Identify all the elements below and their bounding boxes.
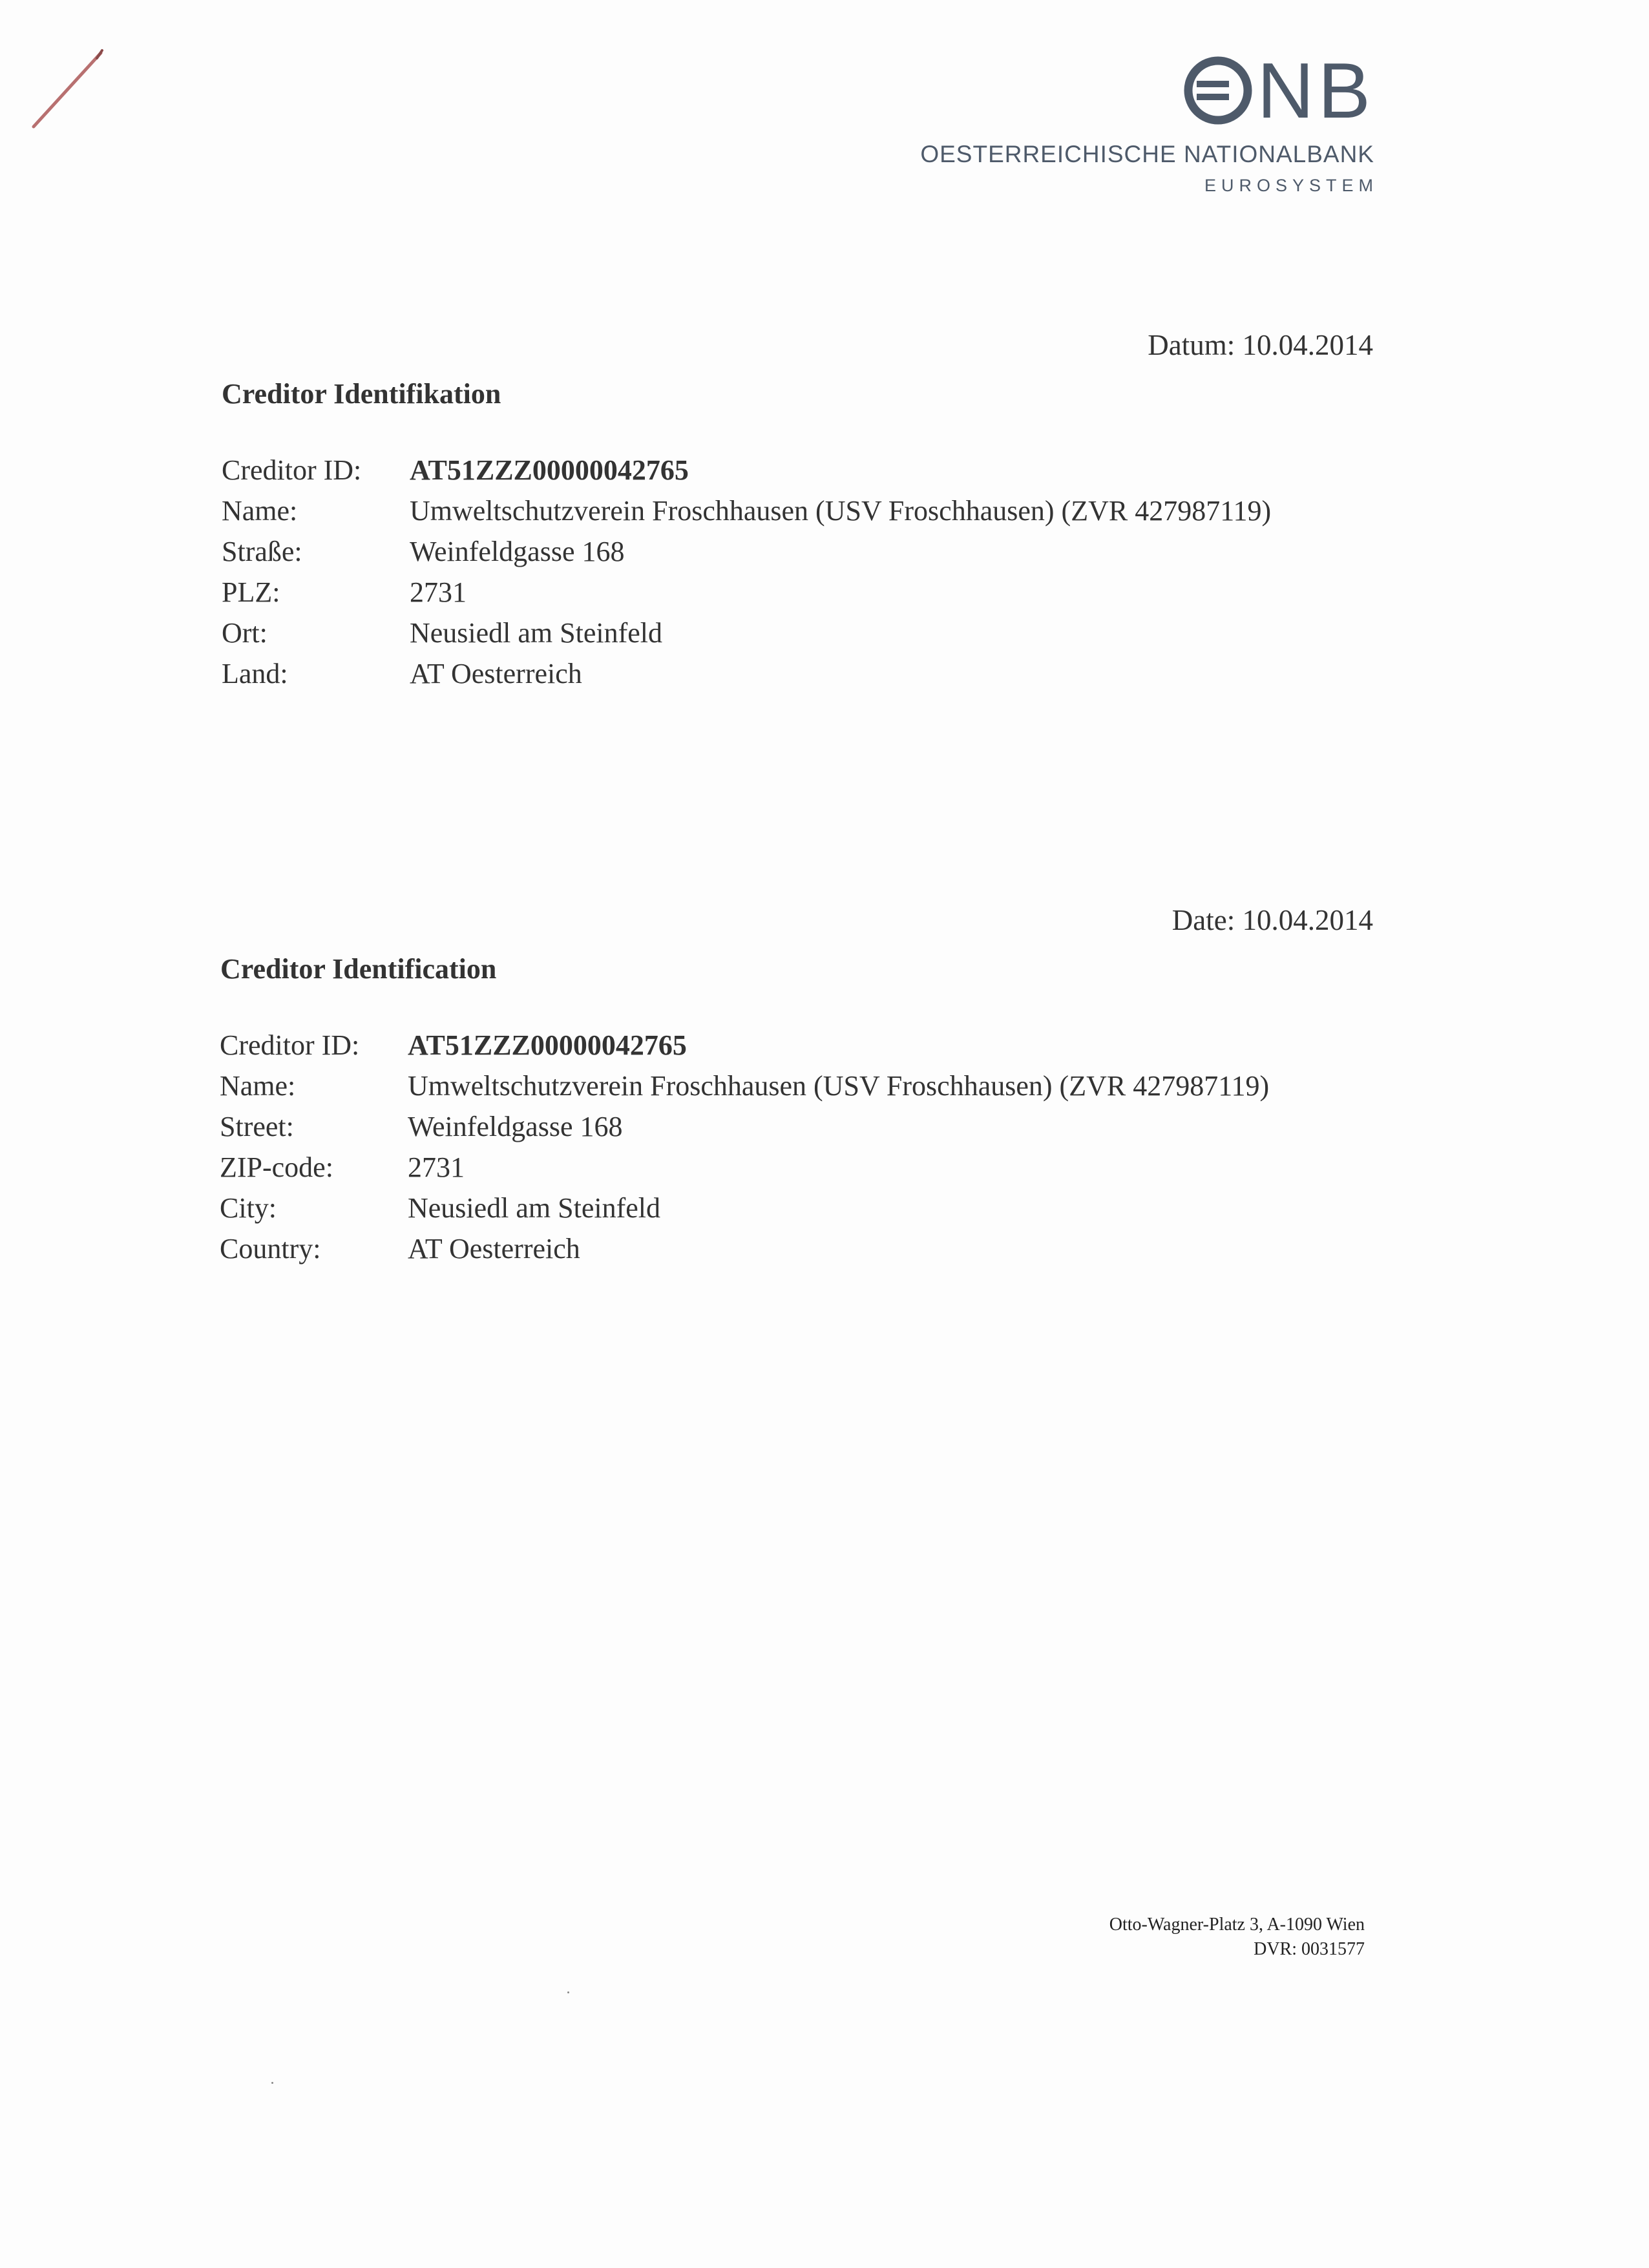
date-line-english: Date: 10.04.2014: [1171, 904, 1373, 936]
oenb-logo: [920, 47, 1378, 196]
field-label: Land:: [222, 658, 288, 689]
field-label: Name:: [222, 495, 298, 527]
euro-circle-icon: [1182, 55, 1254, 126]
field-row-name: [222, 490, 1271, 531]
date-line-german: Datum: 10.04.2014: [1148, 329, 1373, 361]
scan-speck: [567, 1991, 569, 1993]
city-value: Neusiedl am Steinfeld: [410, 617, 663, 649]
creditor-fields-german: [222, 450, 1271, 694]
country-value: AT Oesterreich: [408, 1233, 580, 1265]
logo-bank-name: OESTERREICHISCHE NATIONALBANK: [920, 141, 1374, 167]
field-row-creditor-id: [220, 1025, 1269, 1066]
field-row-zip: [222, 572, 1271, 613]
field-label: Ort:: [222, 617, 268, 649]
creditor-id-value: AT51ZZZ00000042765: [408, 1029, 687, 1061]
heading-german: Creditor Identifikation: [222, 378, 501, 410]
field-row-zip: [220, 1147, 1269, 1188]
field-row-city: [222, 613, 1271, 653]
logo-letters: NB: [1257, 47, 1374, 134]
field-label: Creditor ID:: [222, 454, 362, 486]
name-value: Umweltschutzverein Froschhausen (USV Froschhausen) (ZVR 427987119): [410, 495, 1272, 527]
scan-speck: [271, 2082, 273, 2084]
creditor-id-value: AT51ZZZ00000042765: [410, 454, 689, 486]
street-value: Weinfeldgasse 168: [408, 1111, 623, 1142]
footer-address: Otto-Wagner-Platz 3, A-1090 Wien: [1109, 1915, 1365, 1935]
logo-mark: [1182, 47, 1374, 134]
pen-stroke-mark: [25, 45, 109, 136]
field-label: Name:: [220, 1070, 296, 1102]
field-row-country: [220, 1228, 1269, 1269]
field-row-street: [222, 531, 1271, 572]
field-row-street: [220, 1106, 1269, 1147]
name-value: Umweltschutzverein Froschhausen (USV Froschhausen) (ZVR 427987119): [408, 1070, 1270, 1102]
creditor-fields-english: [220, 1025, 1269, 1269]
field-label: Straße:: [222, 536, 302, 567]
logo-subtitle: EUROSYSTEM: [1204, 176, 1378, 195]
field-label: Street:: [220, 1111, 294, 1142]
zip-value: 2731: [408, 1151, 465, 1183]
zip-value: 2731: [410, 576, 467, 608]
field-label: Country:: [220, 1233, 321, 1265]
field-row-country: [222, 653, 1271, 694]
field-row-city: [220, 1188, 1269, 1228]
field-label: PLZ:: [222, 576, 280, 608]
footer-dvr: DVR: 0031577: [1254, 1939, 1365, 1959]
street-value: Weinfeldgasse 168: [410, 536, 625, 567]
field-label: Creditor ID:: [220, 1029, 360, 1061]
country-value: AT Oesterreich: [410, 658, 582, 689]
heading-english: Creditor Identification: [220, 953, 497, 985]
field-label: City:: [220, 1192, 277, 1224]
city-value: Neusiedl am Steinfeld: [408, 1192, 661, 1224]
footer-address-block: [1109, 1913, 1365, 1962]
field-label: ZIP-code:: [220, 1151, 333, 1183]
field-row-creditor-id: [222, 450, 1271, 490]
field-row-name: [220, 1066, 1269, 1106]
